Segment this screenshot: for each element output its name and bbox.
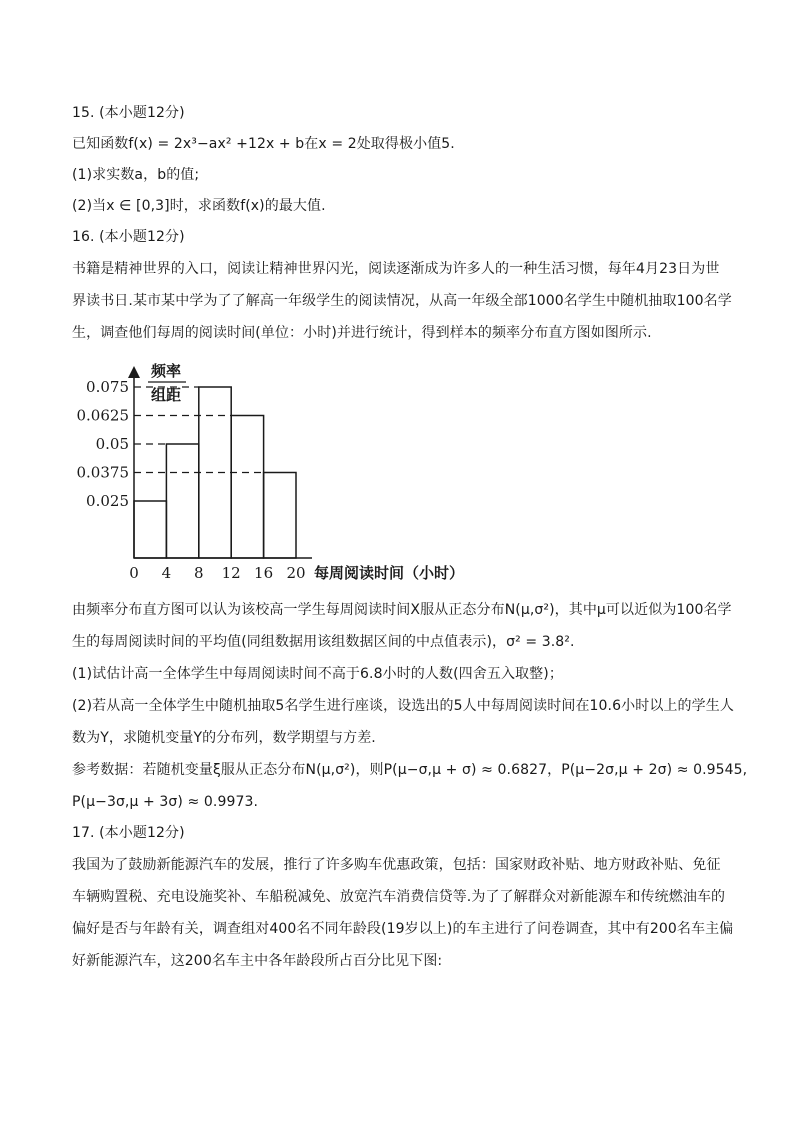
histogram-bar: [264, 473, 296, 559]
q16-part2-line2: 数为Y，求随机变量Y的分布列，数学期望与方差.: [72, 730, 376, 746]
x-tick-label: 0: [129, 564, 139, 582]
x-tick-label: 20: [286, 564, 306, 582]
q16-heading: 16. (本小题12分): [72, 229, 185, 245]
q17-line4: 好新能源汽车，这200名车主中各年龄段所占百分比见下图:: [72, 953, 443, 969]
q16-after-line2: 生的每周阅读时间的平均值(同组数据用该组数据区间的中点值表示)，σ² = 3.8².: [72, 634, 575, 650]
x-axis-label: 每周阅读时间（小时）: [314, 564, 465, 582]
q16-stem-line1: 书籍是精神世界的入口，阅读让精神世界闪光，阅读逐渐成为许多人的一种生活习惯，每年4月23日为世: [72, 261, 720, 277]
y-tick-label: 0.075: [86, 378, 129, 396]
q15-stem: 已知函数f(x) = 2x³−ax² +12x + b在x = 2处取得极小值5.: [72, 136, 455, 152]
q16-stem-line3: 生，调查他们每周的阅读时间(单位：小时)并进行统计，得到样本的频率分布直方图如图所示.: [72, 325, 652, 341]
y-axis-label-denominator: 组距: [150, 386, 182, 404]
y-tick-label: 0.025: [86, 492, 129, 510]
y-tick-label: 0.0625: [76, 406, 129, 425]
y-tick-label: 0.0375: [76, 463, 129, 482]
q16-after-line1: 由频率分布直方图可以认为该校高一学生每周阅读时间X服从正态分布N(μ,σ²)，其中μ可以近似为100名学: [72, 602, 732, 618]
y-axis-label-numerator: 频率: [150, 362, 182, 380]
q16-stem-line2: 界读书日.某市某中学为了了解高一年级学生的阅读情况，从高一年级全部1000名学生中随机抽取100名学: [72, 293, 732, 309]
q16-reference-line1: 参考数据：若随机变量ξ服从正态分布N(μ,σ²)，则P(μ−σ,μ + σ) ≈ 0.6827，P(μ−2σ,μ + 2σ) ≈ 0.9545,: [72, 762, 748, 778]
q17-line2: 车辆购置税、充电设施奖补、车船税减免、放宽汽车消费信贷等.为了了解群众对新能源车和传统燃油车的: [72, 889, 726, 905]
q17-heading: 17. (本小题12分): [72, 825, 185, 841]
q16-part1: (1)试估计高一全体学生中每周阅读时间不高于6.8小时的人数(四舍五入取整)；: [72, 666, 563, 682]
histogram-bar: [166, 444, 198, 558]
q15-heading: 15. (本小题12分): [72, 105, 185, 121]
q15-part1: (1)求实数a，b的值;: [72, 167, 200, 183]
q17-line3: 偏好是否与年龄有关，调查组对400名不同年龄段(19岁以上)的车主进行了问卷调查，其中有200名车主偏: [72, 921, 734, 937]
x-tick-label: 12: [221, 564, 241, 582]
q15-part2: (2)当x ∈ [0,3]时，求函数f(x)的最大值.: [72, 198, 326, 214]
x-tick-label: 4: [161, 564, 172, 582]
y-tick-label: 0.05: [95, 435, 129, 453]
frequency-histogram: [76, 360, 500, 585]
histogram-bar: [199, 387, 231, 558]
q16-part2-line1: (2)若从高一全体学生中随机抽取5名学生进行座谈，设选出的5人中每周阅读时间在10.6小时以上的学生人: [72, 698, 734, 714]
histogram-bar: [134, 501, 166, 558]
x-tick-label: 16: [254, 564, 274, 582]
x-tick-label: 8: [194, 564, 204, 582]
q16-reference-line2: P(μ−3σ,μ + 3σ) ≈ 0.9973.: [72, 794, 259, 810]
q17-line1: 我国为了鼓励新能源汽车的发展，推行了许多购车优惠政策，包括：国家财政补贴、地方财政补贴、免征: [72, 857, 721, 873]
histogram-bar: [231, 416, 263, 559]
